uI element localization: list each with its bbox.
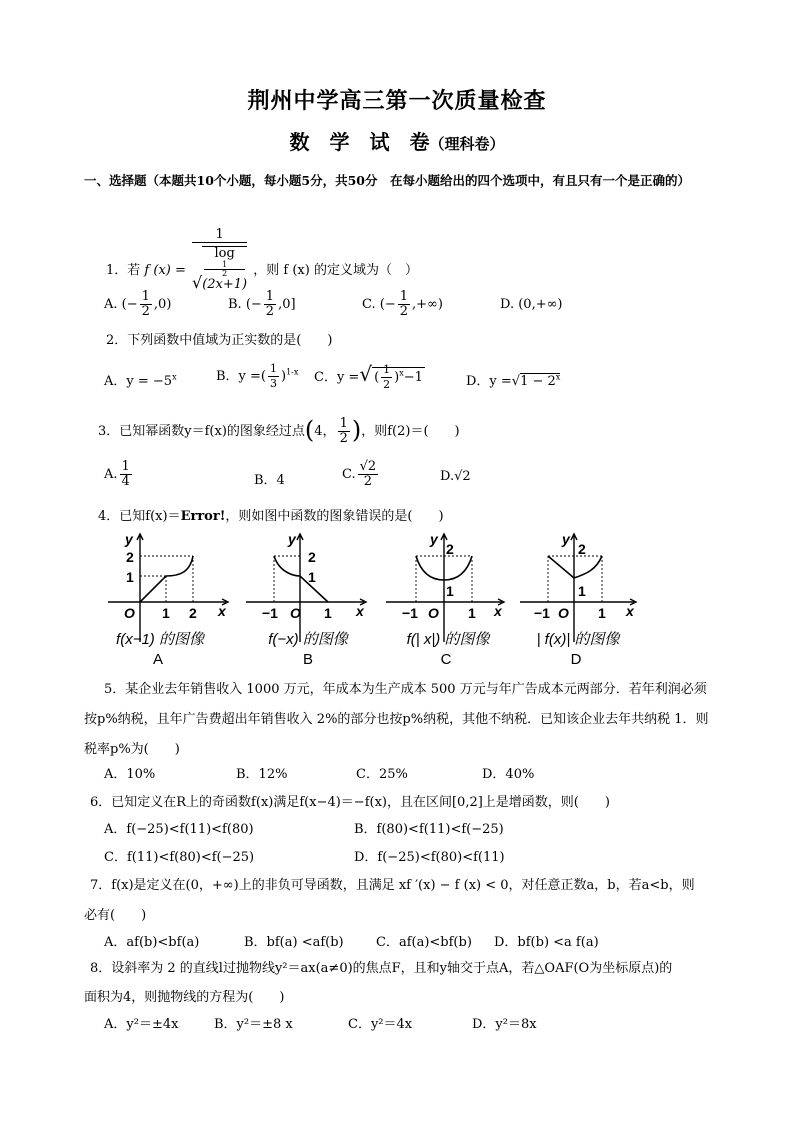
- q2-option-b: [216, 362, 298, 391]
- exam-subtitle: [0, 126, 794, 155]
- graph-a-ytick-2: 2: [126, 549, 134, 565]
- q1-opt-a-post: ,0): [153, 297, 172, 312]
- q1-opt-a-frac: [140, 290, 152, 319]
- q1-opt-b-label: B.: [228, 297, 242, 312]
- q3-opt-a-den: 4: [121, 474, 130, 489]
- q7-option-c: C．af(a)<bf(b): [376, 935, 472, 950]
- q3-paren-right: ): [351, 416, 362, 444]
- graph-c-x-label: x: [494, 603, 502, 619]
- graph-b-curve: [274, 556, 328, 602]
- question-7-stem-line1: 7．f(x)是定义在(0，+∞)上的非负可导函数，且满足 xf ′(x) − f (x) < 0，对任意正数a，b，若a<b，则: [90, 878, 695, 893]
- graph-b-y-label: y: [288, 531, 296, 547]
- graph-b: [246, 534, 366, 642]
- q2-opt-b-end: ): [281, 369, 287, 384]
- q1-opt-c-num: 1: [399, 289, 409, 304]
- q1-option-b: [228, 290, 296, 319]
- graph-a-ytick-1: 1: [126, 569, 134, 585]
- graph-d-letter: D: [570, 651, 582, 668]
- q1-opt-c-post: ,+∞): [412, 297, 443, 312]
- q2-opt-a-text: A．y = −5: [104, 374, 173, 389]
- question-8-stem-line2: 面积为4，则抛物线的方程为( ): [84, 990, 285, 1005]
- q1-opt-a-label: A.: [104, 297, 118, 312]
- q7-option-d: D．bf(b) <a f(a): [494, 935, 599, 950]
- graph-b-xtick-neg1: −1: [262, 605, 278, 621]
- graph-c-xtick-1: 1: [468, 605, 476, 621]
- graph-d-curve: [548, 556, 602, 578]
- q2-opt-c-frac: [381, 363, 392, 392]
- question-3-stem: [98, 416, 460, 446]
- q2-opt-c-sup: x: [399, 368, 404, 378]
- q1-log-base-num: 1: [204, 261, 245, 270]
- q3-opt-a-frac: [120, 460, 132, 489]
- q1-option-d: D. (0,+∞): [500, 297, 563, 312]
- graph-b-ytick-2: 2: [308, 549, 316, 565]
- q1-opt-c-label: C.: [362, 297, 376, 312]
- q7-option-a: A．af(b)<bf(a): [104, 935, 200, 950]
- graph-d-ytick-1: 1: [578, 583, 586, 599]
- q1-fraction: [192, 228, 247, 292]
- q4-error-text: Error!: [180, 509, 226, 524]
- q8-option-b: B．y²＝±8 x: [214, 1017, 293, 1032]
- q1-opt-c-pre: (−: [379, 297, 396, 312]
- graph-c-origin: O: [428, 605, 439, 621]
- q2-opt-c-radical: √: [359, 362, 373, 386]
- q2-opt-b-sup: 1-x: [286, 367, 299, 377]
- q1-opt-b-den: 2: [265, 304, 275, 319]
- q3-suffix: ，则f(2)＝( ): [361, 424, 460, 439]
- graph-c-ytick-1: 1: [446, 583, 454, 599]
- q2-opt-c-end: −1: [403, 370, 423, 385]
- q1-log-base: [204, 261, 245, 278]
- q1-frac-den: [192, 243, 247, 292]
- subject-note: （理科卷）: [429, 135, 505, 153]
- q1-option-a: [104, 290, 171, 319]
- question-7-stem-line2: 必有( ): [84, 908, 147, 923]
- graph-b-caption: f(−x) 的图像: [268, 631, 348, 648]
- graph-c-ytick-2: 2: [446, 541, 454, 557]
- q2-opt-c-text: C．y =: [314, 370, 360, 385]
- q1-option-c: [362, 290, 443, 319]
- graph-a-caption: f(x−1) 的图像: [116, 631, 204, 648]
- graph-a-xtick-1: 1: [162, 605, 170, 621]
- q1-opt-b-pre: (−: [245, 297, 262, 312]
- q6-option-a: A．f(−25)<f(11)<f(80): [104, 822, 254, 837]
- q1-prefix: 1．若: [106, 263, 141, 278]
- q2-opt-d-text: D．y =: [466, 374, 512, 389]
- q1-opt-b-num: 1: [265, 289, 275, 304]
- question-5-stem: 5．某企业去年销售收入 1000 万元，年成本为生产成本 500 万元与年广告成本元两部分．若年利润必须按p%纳税，且年广告费超出年销售收入 2%的部分也按p%纳税，其他不纳税．已知该企业去年共纳税 1．则税率p%为( ): [84, 682, 709, 757]
- graph-d-origin: O: [558, 605, 569, 621]
- graph-b-origin: O: [290, 605, 301, 621]
- graph-d-caption: | f(x)| 的图像: [536, 631, 620, 648]
- graph-a-letter: A: [152, 651, 164, 668]
- exam-title: 荆州中学高三第一次质量检查: [247, 88, 547, 114]
- q5-option-c: C．25%: [356, 767, 408, 782]
- q1-log-arg: (2x+1): [202, 277, 248, 292]
- q4-prefix: 4．已知f(x)＝: [98, 509, 181, 524]
- q3-option-b: B．4: [254, 473, 285, 488]
- graph-d-x-label: x: [626, 603, 634, 619]
- q1-opt-a-pre: (−: [121, 297, 138, 312]
- q3-opt-a-num: 1: [121, 459, 130, 474]
- q1-opt-c-den: 2: [399, 304, 409, 319]
- q2-option-a: [104, 370, 177, 389]
- q8-option-d: D．y²＝8x: [472, 1017, 537, 1032]
- graph-d-y-label: y: [562, 531, 570, 547]
- q5-option-d: D．40%: [482, 767, 535, 782]
- q2-opt-d-radicand: [520, 373, 560, 389]
- q2-opt-b-num: 1: [270, 362, 277, 375]
- graph-b-letter: B: [302, 651, 314, 668]
- q3-opt-c-label: C.: [342, 467, 356, 482]
- graph-a-xtick-2: 2: [189, 605, 197, 621]
- q8-option-a: A．y²＝±4x: [104, 1017, 179, 1032]
- q2-opt-d-radical: √: [511, 374, 521, 389]
- q1-radical-sign: √: [192, 273, 203, 292]
- graph-a-curve: [140, 556, 193, 602]
- q3-opt-c-den: 2: [363, 474, 373, 489]
- q4-graphs-figure: [100, 530, 640, 670]
- q1-opt-b-post: ,0]: [278, 297, 296, 312]
- q3-option-c: [342, 460, 380, 489]
- q2-opt-b-den: 3: [270, 377, 277, 390]
- q3-prefix: 3．已知幂函数y＝f(x)的图象经过点: [98, 424, 305, 439]
- q3-point-num: 1: [339, 416, 348, 431]
- q4-suffix: ，则如图中函数的图象错误的是( ): [225, 509, 444, 524]
- q1-suffix: ，则 f (x) 的定义域为（ ）: [253, 263, 418, 278]
- q3-point-a: 4，: [314, 424, 336, 439]
- q5-option-b: B．12%: [236, 767, 288, 782]
- q2-opt-a-sup: x: [172, 372, 177, 382]
- question-4-stem: [98, 505, 444, 524]
- q1-opt-b-frac: [264, 290, 276, 319]
- q2-option-c: [314, 362, 425, 392]
- graph-a-origin: O: [124, 605, 135, 621]
- subject-title: 数 学 试 卷: [289, 130, 430, 154]
- q3-paren-left: (: [304, 416, 315, 444]
- graph-a-y-label: y: [125, 531, 133, 547]
- graph-b-x-label: x: [356, 603, 364, 619]
- q2-opt-d-sup: x: [555, 372, 561, 382]
- graph-d-xtick-1: 1: [598, 605, 606, 621]
- graph-c-letter: C: [440, 651, 452, 668]
- q3-point-frac: [338, 417, 350, 446]
- section-heading: 一、选择题（本题共10个小题，每小题5分，共50分 在每小题给出的四个选项中，有且只有一个是正确的）: [84, 173, 690, 188]
- q1-opt-a-den: 2: [141, 304, 150, 319]
- graph-d-ytick-2: 2: [578, 541, 586, 557]
- q3-option-d: D.√2: [440, 469, 471, 484]
- q7-option-b: B．bf(a) <af(b): [244, 935, 344, 950]
- q5-option-a: A．10%: [104, 767, 156, 782]
- q3-opt-c-num: √2: [359, 459, 377, 474]
- q3-option-a: [104, 460, 134, 489]
- q2-opt-c-num: 1: [383, 363, 391, 376]
- graph-c: [386, 534, 504, 642]
- question-8-stem-line1: 8．设斜率为 2 的直线l过抛物线y²＝ax(a≠0)的焦点F，且和y轴交于点A，若△OAF(O为坐标原点)的: [90, 961, 673, 976]
- q6-option-d: D．f(−25)<f(80)<f(11): [354, 850, 505, 865]
- q1-opt-a-num: 1: [141, 289, 150, 304]
- graph-c-y-label: y: [430, 531, 438, 547]
- q6-option-b: B．f(80)<f(11)<f(−25): [354, 822, 504, 837]
- question-1-stem: [106, 228, 418, 292]
- q8-option-c: C．y²＝4x: [348, 1017, 413, 1032]
- q1-log-expr: [202, 246, 247, 292]
- question-6-stem: 6．已知定义在R上的奇函数f(x)满足f(x−4)＝−f(x)，且在区间[0,2]上是增函数，则( ): [90, 795, 610, 810]
- graph-d-xtick-neg1: −1: [534, 605, 550, 621]
- q2-opt-b-text: B．y =(: [216, 369, 266, 384]
- q2-option-d: [466, 370, 560, 389]
- q2-opt-d-rad: 1 − 2: [520, 374, 556, 389]
- q2-opt-b-frac: [268, 362, 279, 391]
- q1-log: log: [214, 246, 235, 261]
- q3-opt-a-label: A.: [104, 467, 118, 482]
- q2-opt-c-den: 2: [383, 378, 391, 391]
- q2-opt-c-radicand: ( $\frac{1}{2}$ )$^x$−1: [374, 363, 423, 391]
- q1-log-base-den: 2: [222, 269, 228, 278]
- graph-c-xtick-neg1: −1: [402, 605, 418, 621]
- q6-option-c: C．f(11)<f(80)<f(−25): [104, 850, 255, 865]
- q1-opt-c-frac: [398, 290, 410, 319]
- graph-b-xtick-1: 1: [324, 605, 332, 621]
- q1-func-lhs: f (x) =: [144, 263, 186, 278]
- graph-b-ytick-1: 1: [308, 569, 316, 585]
- q1-frac-num: 1: [192, 228, 247, 243]
- question-2-stem: 2．下列函数中值域为正实数的是( ): [106, 333, 333, 348]
- q3-opt-c-frac: [358, 460, 379, 489]
- graph-a-x-label: x: [218, 603, 226, 619]
- q3-point-den: 2: [339, 431, 348, 446]
- graph-c-caption: f(| x|) 的图像: [406, 631, 490, 648]
